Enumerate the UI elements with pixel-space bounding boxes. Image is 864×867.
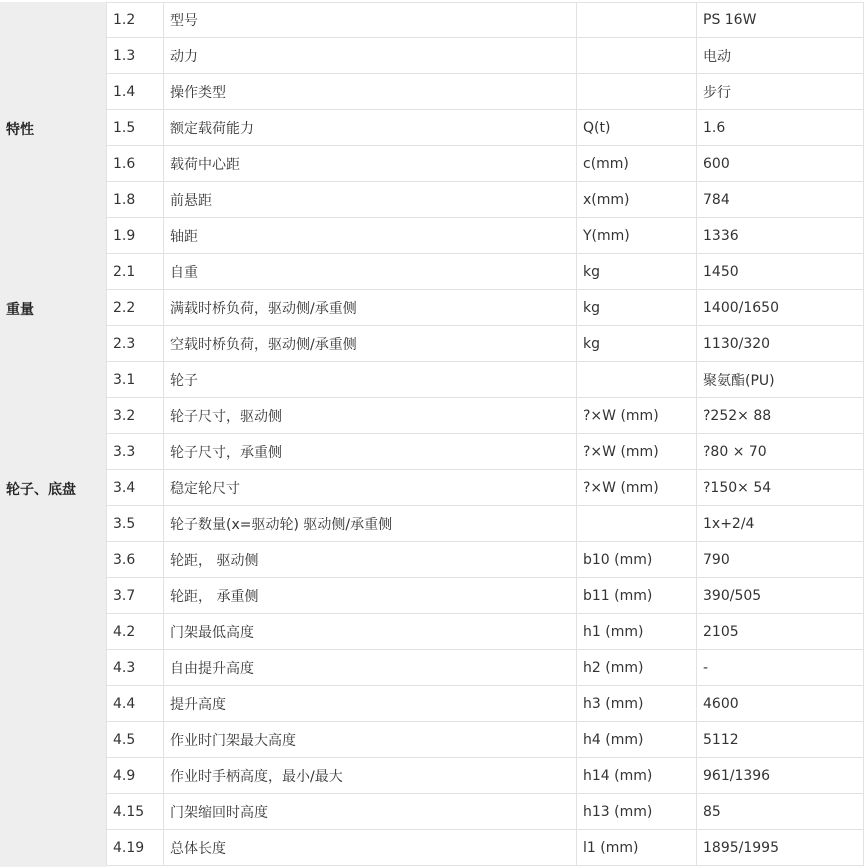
table-row [0, 146, 864, 182]
row-number: 4.5 [106, 722, 163, 758]
table-row [0, 794, 864, 830]
row-item: 自重 [163, 254, 576, 290]
row-number: 2.2 [106, 290, 163, 326]
row-unit: h1 (mm) [576, 614, 696, 650]
table-row [0, 506, 864, 542]
row-unit [576, 38, 696, 74]
row-unit: x(mm) [576, 182, 696, 218]
table-row [0, 650, 864, 686]
row-number: 1.9 [106, 218, 163, 254]
row-value: 1400/1650 [696, 290, 864, 326]
row-value: 1.6 [696, 110, 864, 146]
row-item: 轮距， 承重侧 [163, 578, 576, 614]
row-item: 动力 [163, 38, 576, 74]
row-value: 步行 [696, 74, 864, 110]
row-value: 1336 [696, 218, 864, 254]
table-row [0, 38, 864, 74]
row-item: 轴距 [163, 218, 576, 254]
row-number: 1.8 [106, 182, 163, 218]
row-unit: h13 (mm) [576, 794, 696, 830]
row-unit: kg [576, 326, 696, 362]
row-item: 作业时门架最大高度 [163, 722, 576, 758]
table-row [0, 254, 864, 290]
table-row [0, 434, 864, 470]
row-value: - [696, 650, 864, 686]
row-number: 4.15 [106, 794, 163, 830]
row-number: 3.6 [106, 542, 163, 578]
row-unit: kg [576, 290, 696, 326]
row-unit: Y(mm) [576, 218, 696, 254]
row-unit: Q(t) [576, 110, 696, 146]
row-number: 1.6 [106, 146, 163, 182]
row-unit [576, 362, 696, 398]
table-row [0, 542, 864, 578]
table-row [0, 326, 864, 362]
row-value: 5112 [696, 722, 864, 758]
row-number: 4.4 [106, 686, 163, 722]
row-item: 自由提升高度 [163, 650, 576, 686]
table-row [0, 686, 864, 722]
row-unit: ?×W (mm) [576, 470, 696, 506]
row-number: 1.4 [106, 74, 163, 110]
table-row [0, 470, 864, 506]
table-row [0, 758, 864, 794]
category-label: 特性 [6, 122, 34, 138]
row-unit [576, 2, 696, 38]
row-unit [576, 74, 696, 110]
row-number: 3.5 [106, 506, 163, 542]
row-value: 聚氨酯(PU) [696, 362, 864, 398]
table-row [0, 722, 864, 758]
row-value: ?252× 88 [696, 398, 864, 434]
row-item: 轮子尺寸，承重侧 [163, 434, 576, 470]
table-row [0, 614, 864, 650]
row-value: 电动 [696, 38, 864, 74]
row-number: 2.3 [106, 326, 163, 362]
table-row [0, 2, 864, 38]
row-item: 前悬距 [163, 182, 576, 218]
table-row [0, 362, 864, 398]
row-item: 操作类型 [163, 74, 576, 110]
row-value: 4600 [696, 686, 864, 722]
row-unit: h3 (mm) [576, 686, 696, 722]
row-item: 总体长度 [163, 830, 576, 866]
row-value: 784 [696, 182, 864, 218]
row-value: 85 [696, 794, 864, 830]
row-unit: h4 (mm) [576, 722, 696, 758]
row-value: 1130/320 [696, 326, 864, 362]
row-number: 3.1 [106, 362, 163, 398]
row-number: 3.4 [106, 470, 163, 506]
row-value: 600 [696, 146, 864, 182]
table-row [0, 110, 864, 146]
table-row [0, 74, 864, 110]
row-item: 轮子数量(x=驱动轮) 驱动侧/承重侧 [163, 506, 576, 542]
row-unit: h2 (mm) [576, 650, 696, 686]
row-item: 额定载荷能力 [163, 110, 576, 146]
row-item: 载荷中心距 [163, 146, 576, 182]
row-number: 2.1 [106, 254, 163, 290]
row-item: 提升高度 [163, 686, 576, 722]
table-row [0, 578, 864, 614]
row-value: ?150× 54 [696, 470, 864, 506]
row-value: 1895/1995 [696, 830, 864, 866]
category-label: 重量 [6, 302, 34, 318]
row-number: 4.9 [106, 758, 163, 794]
table-row [0, 218, 864, 254]
row-item: 满载时桥负荷，驱动侧/承重侧 [163, 290, 576, 326]
row-item: 型号 [163, 2, 576, 38]
row-number: 4.2 [106, 614, 163, 650]
row-value: 790 [696, 542, 864, 578]
row-value: 1450 [696, 254, 864, 290]
row-item: 稳定轮尺寸 [163, 470, 576, 506]
row-unit: b10 (mm) [576, 542, 696, 578]
row-unit: ?×W (mm) [576, 398, 696, 434]
row-number: 3.2 [106, 398, 163, 434]
table-row [0, 398, 864, 434]
table-row [0, 182, 864, 218]
row-number: 4.19 [106, 830, 163, 866]
row-number: 1.2 [106, 2, 163, 38]
row-unit [576, 506, 696, 542]
row-value: 2105 [696, 614, 864, 650]
row-value: 390/505 [696, 578, 864, 614]
row-number: 1.3 [106, 38, 163, 74]
row-item: 门架缩回时高度 [163, 794, 576, 830]
row-unit: c(mm) [576, 146, 696, 182]
row-unit: b11 (mm) [576, 578, 696, 614]
row-unit: h14 (mm) [576, 758, 696, 794]
category-label: 轮子、底盘 [6, 482, 76, 498]
row-item: 作业时手柄高度，最小/最大 [163, 758, 576, 794]
row-number: 1.5 [106, 110, 163, 146]
row-value: ?80 × 70 [696, 434, 864, 470]
row-item: 轮子 [163, 362, 576, 398]
row-unit: l1 (mm) [576, 830, 696, 866]
row-number: 3.7 [106, 578, 163, 614]
row-number: 4.3 [106, 650, 163, 686]
table-row [0, 290, 864, 326]
row-value: PS 16W [696, 2, 864, 38]
row-number: 3.3 [106, 434, 163, 470]
row-item: 轮距， 驱动侧 [163, 542, 576, 578]
table-row [0, 830, 864, 866]
row-value: 961/1396 [696, 758, 864, 794]
row-item: 轮子尺寸，驱动侧 [163, 398, 576, 434]
row-value: 1x+2/4 [696, 506, 864, 542]
row-unit: kg [576, 254, 696, 290]
row-item: 门架最低高度 [163, 614, 576, 650]
row-unit: ?×W (mm) [576, 434, 696, 470]
row-item: 空载时桥负荷，驱动侧/承重侧 [163, 326, 576, 362]
